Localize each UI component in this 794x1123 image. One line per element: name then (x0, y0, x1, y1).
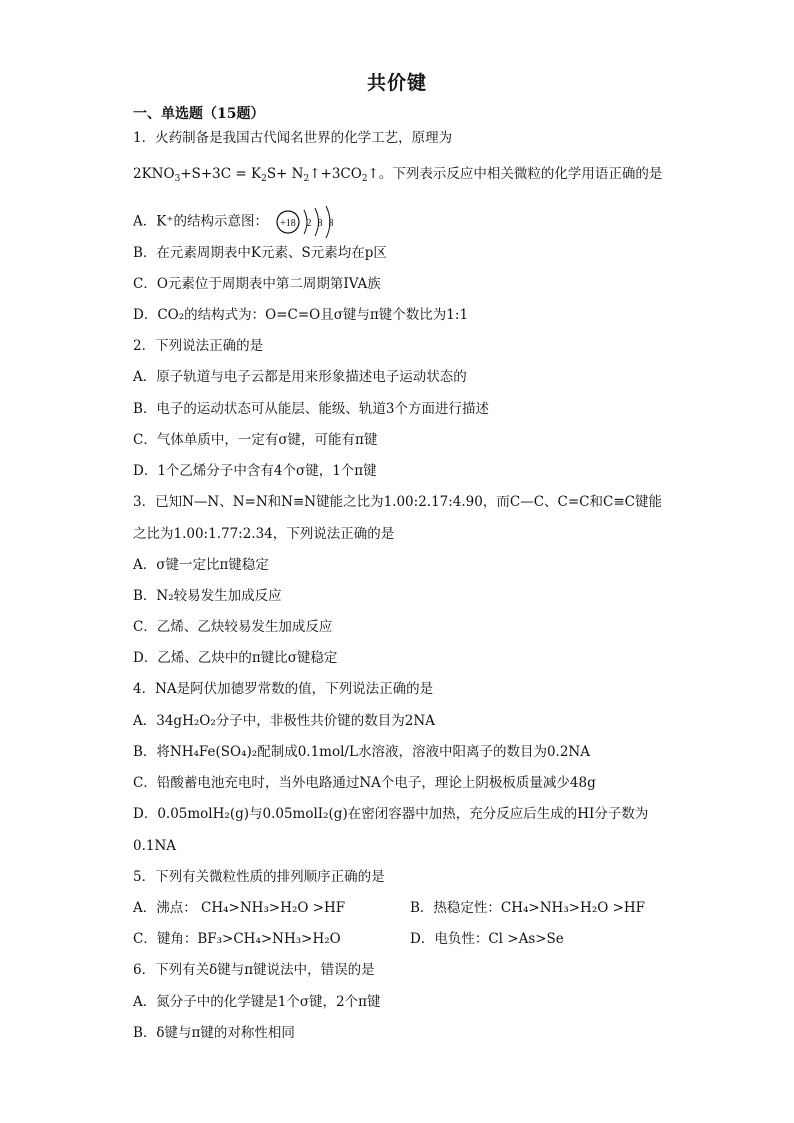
q4-option-a: A．34gH₂O₂分子中，非极性共价键的数目为2NA (133, 713, 435, 729)
section-heading: 一、单选题（15题） (133, 106, 265, 122)
q1-equation: $2KNO_3+S+3C = K_2S+$ $N_2↑+3CO_2↑$。下列表示反应中相关微粒的化学用语正确的是 (133, 166, 663, 184)
q3-stem-line1: 3．已知N—N、N=N和N≡N键能之比为1.00:2.17:4.90，而C—C、C=C和C≡C键能 (133, 494, 662, 510)
q6-stem: 6．下列有关δ键与π键说法中，错误的是 (133, 962, 375, 978)
q1-option-a: A．K⁺的结构示意图： +18 2 8 8 (133, 205, 354, 239)
q3-option-a: A．σ键一定比π键稳定 (133, 557, 269, 573)
k-ion-structure-diagram (274, 205, 354, 239)
q2-option-c: C．气体单质中，一定有σ键，可能有π键 (133, 432, 378, 448)
q5-option-c: C．键角：BF₃>CH₄>NH₃>H₂O (133, 931, 341, 947)
q5-option-a: A．沸点： CH₄>NH₃>H₂O >HF (133, 900, 346, 916)
q2-option-d: D．1个乙烯分子中含有4个σ键，1个π键 (133, 463, 377, 479)
shell-3-label: 8 (328, 218, 334, 229)
q4-option-c: C．铅酸蓄电池充电时，当外电路通过NA个电子，理论上阴极板质量减少48g (133, 775, 596, 791)
q2-option-b: B．电子的运动状态可从能层、能级、轨道3个方面进行描述 (133, 401, 490, 417)
nucleus-label: +18 (280, 218, 297, 229)
q5-option-d: D．电负性：Cl >As>Se (410, 931, 564, 947)
q6-option-a: A．氮分子中的化学键是1个σ键，2个π键 (133, 994, 381, 1010)
shell-1-label: 2 (306, 218, 312, 229)
q4-option-d-line1: D．0.05molH₂(g)与0.05molI₂(g)在密闭容器中加热，充分反应后生成的HI分子数为 (133, 806, 649, 822)
q3-option-d: D．乙烯、乙炔中的π键比σ键稳定 (133, 650, 338, 666)
q5-stem: 5．下列有关微粒性质的排列顺序正确的是 (133, 869, 385, 885)
q5-option-b: B．热稳定性：CH₄>NH₃>H₂O >HF (410, 900, 646, 916)
q1-option-d: D．CO₂的结构式为：O=C=O且σ键与π键个数比为1:1 (133, 307, 469, 323)
q2-stem: 2．下列说法正确的是 (133, 338, 264, 354)
q1-option-b: B．在元素周期表中K元素、S元素均在p区 (133, 245, 387, 261)
q3-option-b: B．N₂较易发生加成反应 (133, 588, 282, 604)
q6-option-b: B．δ键与π键的对称性相同 (133, 1025, 295, 1041)
q4-option-b: B．将NH₄Fe(SO₄)₂配制成0.1mol/L水溶液，溶液中阳离子的数目为0.2NA (133, 744, 590, 760)
q4-option-d-line2: 0.1NA (133, 838, 177, 854)
page-title: 共价键 (366, 72, 427, 94)
shell-2-label: 8 (317, 218, 323, 229)
q3-option-c: C．乙烯、乙炔较易发生加成反应 (133, 619, 333, 635)
q2-option-a: A．原子轨道与电子云都是用来形象描述电子运动状态的 (133, 369, 467, 385)
q1-stem: 1．火药制备是我国古代闻名世界的化学工艺，原理为 (133, 130, 453, 146)
q4-stem: 4．NA是阿伏加德罗常数的值，下列说法正确的是 (133, 681, 434, 697)
q3-stem-line2: 之比为1.00:1.77:2.34，下列说法正确的是 (133, 526, 395, 542)
q1-option-c: C．O元素位于周期表中第二周期第IVA族 (133, 276, 381, 292)
